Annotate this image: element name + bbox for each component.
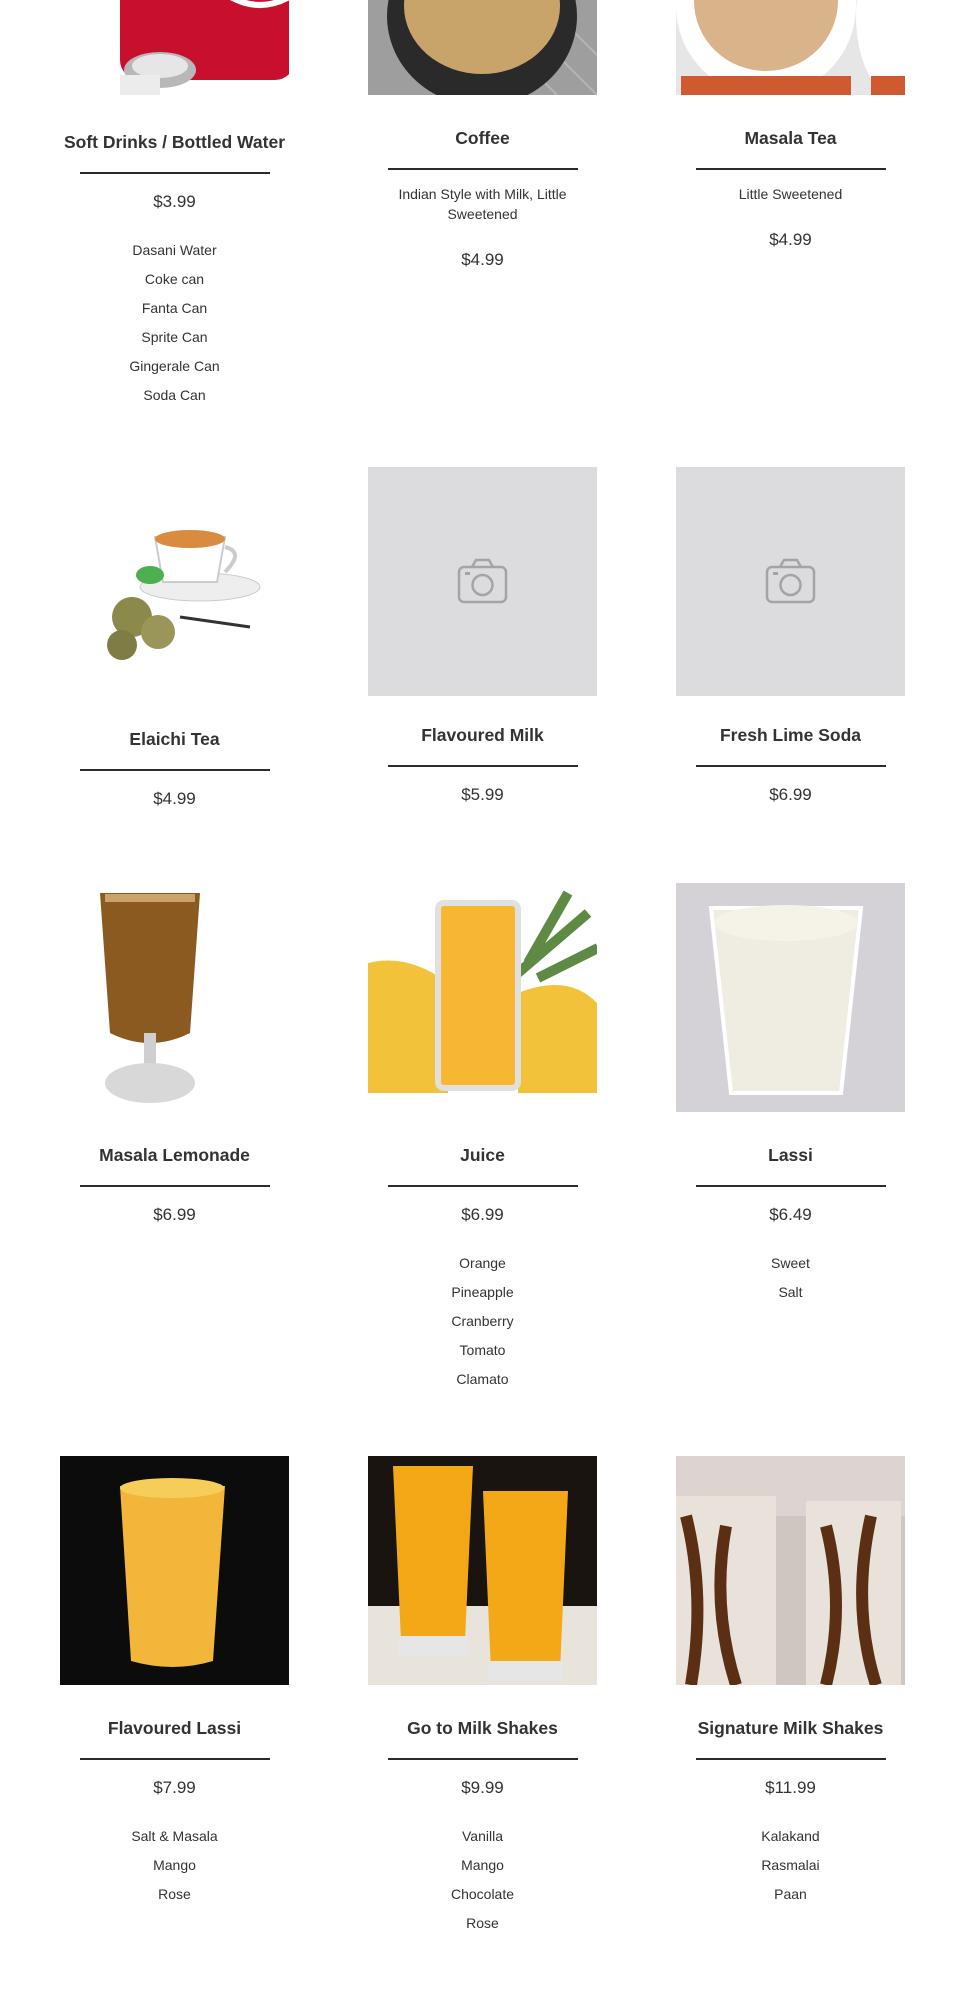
title-divider [388, 765, 578, 767]
title-divider [80, 1185, 270, 1187]
option-list [368, 1249, 597, 1394]
elaichi-tea-photo [60, 467, 289, 696]
option-item: Rose [466, 1915, 499, 1931]
option-list [676, 1822, 905, 1909]
item-price: $7.99 [153, 1778, 196, 1797]
item-title: Lassi [768, 1145, 813, 1165]
item-price: $9.99 [461, 1778, 504, 1797]
item-price: $6.99 [153, 1205, 196, 1224]
option-item: Mango [153, 1857, 196, 1873]
item-title: Signature Milk Shakes [697, 1718, 884, 1738]
option-item: Sweet [771, 1255, 810, 1271]
item-price: $4.99 [769, 230, 812, 249]
item-title: Elaichi Tea [129, 729, 220, 749]
image-placeholder [368, 467, 597, 696]
item-description: Indian Style with Milk, Little Sweetened [398, 186, 567, 222]
menu-item-juice[interactable] [368, 883, 597, 1394]
title-divider [388, 168, 578, 170]
item-price: $6.99 [769, 785, 812, 804]
title-divider [80, 172, 270, 174]
menu-item-go-to-milk-shakes[interactable] [368, 1456, 597, 1938]
menu-item-fresh-lime-soda[interactable] [676, 467, 905, 807]
title-divider [388, 1185, 578, 1187]
option-item: Vanilla [462, 1828, 503, 1844]
option-item: Coke can [144, 271, 205, 287]
menu-item-coffee[interactable] [368, 0, 597, 272]
item-title: Masala Tea [744, 128, 837, 148]
option-item: Gingerale Can [129, 358, 220, 374]
option-item: Salt & Masala [131, 1828, 218, 1844]
soda-can-photo [60, 0, 289, 99]
option-item: Mango [461, 1857, 504, 1873]
item-price: $3.99 [153, 192, 196, 211]
item-price: $6.49 [769, 1205, 812, 1224]
menu-item-elaichi-tea[interactable] [60, 467, 289, 811]
option-item: Sprite Can [141, 329, 208, 345]
item-price: $11.99 [765, 1778, 816, 1797]
option-item: Pineapple [451, 1284, 514, 1300]
pineapple-juice-photo [368, 883, 597, 1112]
menu-item-flavoured-lassi[interactable] [60, 1456, 289, 1909]
menu-item-flavoured-milk[interactable] [368, 467, 597, 807]
option-item: Kalakand [761, 1828, 820, 1844]
option-item: Fanta Can [141, 300, 208, 316]
option-list [60, 236, 289, 410]
menu-item-signature-milk-shakes[interactable] [676, 1456, 905, 1909]
title-divider [696, 1758, 886, 1760]
title-divider [696, 1185, 886, 1187]
item-price: $4.99 [153, 789, 196, 808]
mango-shakes-photo [368, 1456, 597, 1685]
camera-placeholder-icon [368, 467, 597, 696]
item-title: Juice [460, 1145, 505, 1165]
title-divider [80, 1758, 270, 1760]
image-placeholder [676, 467, 905, 696]
menu-item-lassi[interactable] [676, 883, 905, 1307]
masala-lemonade-photo [60, 883, 289, 1112]
title-divider [388, 1758, 578, 1760]
option-item: Dasani Water [132, 242, 217, 258]
title-divider [696, 765, 886, 767]
option-list [368, 1822, 597, 1938]
option-item: Clamato [456, 1371, 509, 1387]
lassi-photo [676, 883, 905, 1112]
option-item: Cranberry [451, 1313, 514, 1329]
item-title: Coffee [455, 128, 510, 148]
item-description: Little Sweetened [738, 186, 843, 202]
masala-tea-photo [676, 0, 905, 95]
menu-item-masala-lemonade[interactable] [60, 883, 289, 1227]
option-item: Chocolate [450, 1886, 515, 1902]
option-item: Soda Can [143, 387, 206, 403]
chocolate-shakes-photo [676, 1456, 905, 1685]
option-item: Salt [778, 1284, 803, 1300]
option-item: Orange [459, 1255, 506, 1271]
option-item: Rose [158, 1886, 191, 1902]
title-divider [80, 769, 270, 771]
item-price: $6.99 [461, 1205, 504, 1224]
item-price: $5.99 [461, 785, 504, 804]
menu-item-masala-tea[interactable] [676, 0, 905, 252]
item-price: $4.99 [461, 250, 504, 269]
coffee-cup-photo [368, 0, 597, 95]
option-item: Paan [774, 1886, 807, 1902]
item-title: Flavoured Milk [421, 725, 544, 745]
option-list [60, 1822, 289, 1909]
option-list [676, 1249, 905, 1307]
menu-item-soft-drinks[interactable] [60, 0, 289, 410]
item-title: Fresh Lime Soda [719, 725, 861, 745]
mango-lassi-photo [60, 1456, 289, 1685]
option-item: Rasmalai [761, 1857, 820, 1873]
title-divider [696, 168, 886, 170]
item-title: Flavoured Lassi [107, 1718, 242, 1738]
item-title: Masala Lemonade [99, 1145, 250, 1165]
camera-placeholder-icon [676, 467, 905, 696]
item-title: Go to Milk Shakes [407, 1718, 558, 1738]
item-title: Soft Drinks / Bottled Water [63, 132, 286, 152]
option-item: Tomato [459, 1342, 506, 1358]
